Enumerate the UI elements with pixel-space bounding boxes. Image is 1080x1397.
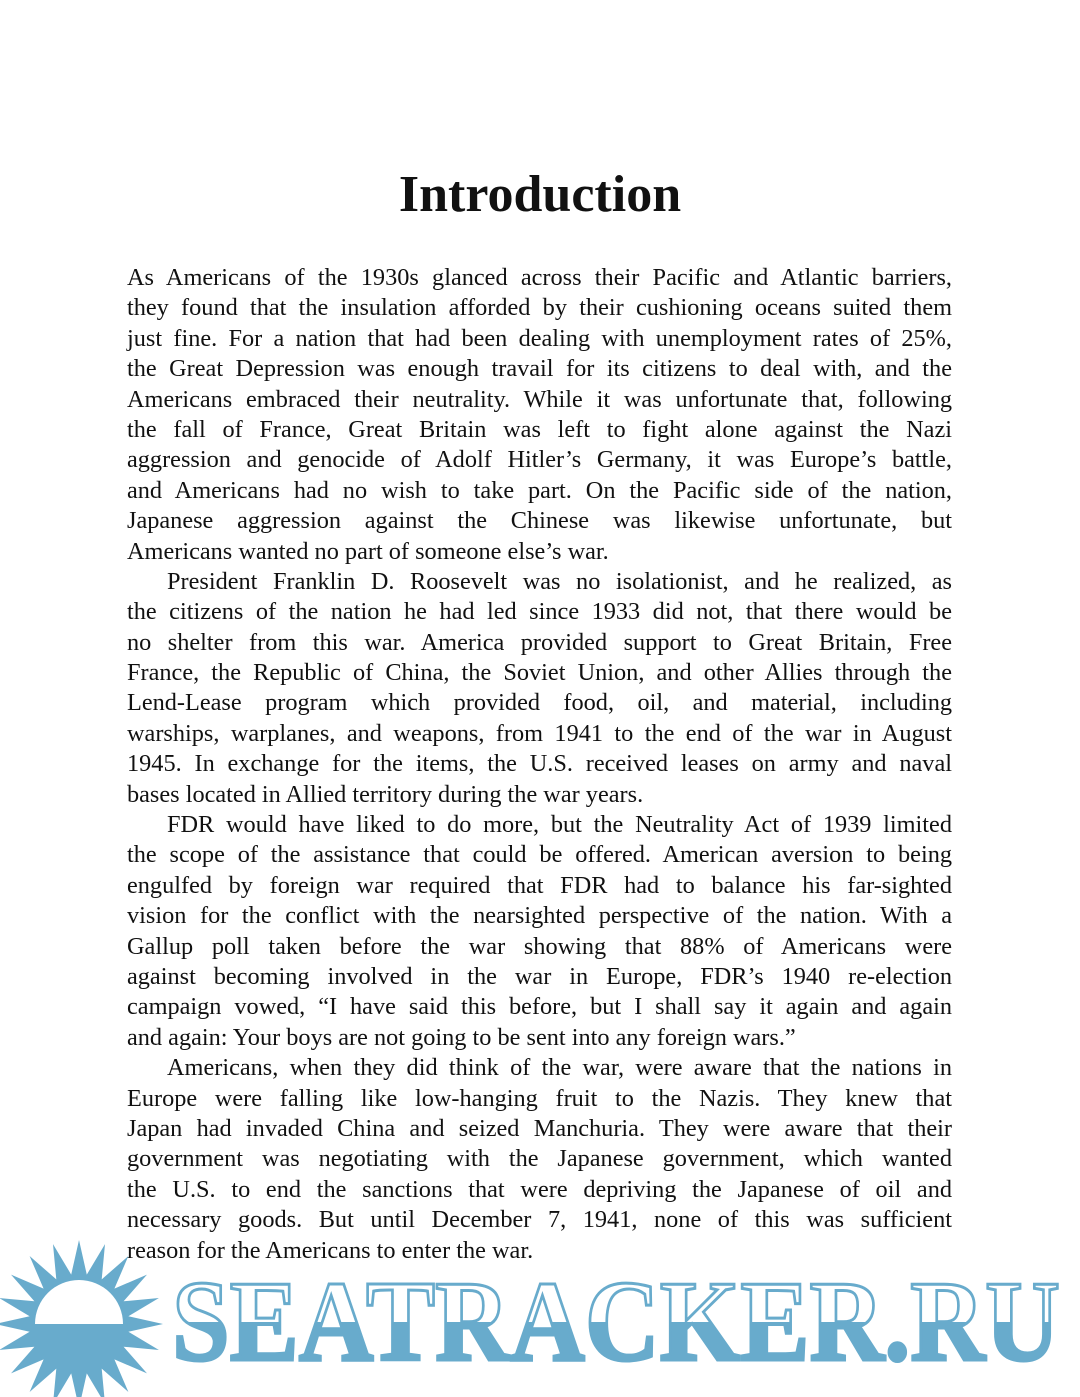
page-title: Introduction — [398, 166, 682, 223]
text-line: 1945. In exchange for the items, the U.S. received leases on army and naval — [127, 750, 952, 778]
text-line: President Franklin D. Roosevelt was no isolationist, and he realized, as — [167, 567, 952, 595]
text-line: FDR would have liked to do more, but the Neutrality Act of 1939 limited — [167, 811, 952, 839]
text-line: warships, warplanes, and weapons, from 1941 to the end of the war in August — [127, 719, 952, 747]
text-line: necessary goods. But until December 7, 1941, none of this was sufficient — [127, 1206, 952, 1234]
text-line: As Americans of the 1930s glanced across their Pacific and Atlantic barriers, — [127, 264, 952, 291]
text-line: Japan had invaded China and seized Manchuria. They were aware that their — [127, 1114, 952, 1142]
text-line: bases located in Allied territory during the war years. — [127, 780, 644, 808]
text-line: against becoming involved in the war in Europe, FDR’s 1940 re-election — [127, 962, 952, 990]
text-line: they found that the insulation afforded by their cushioning oceans suited them — [127, 294, 952, 322]
text-line: reason for the Americans to enter the war. — [127, 1236, 534, 1264]
text-line: government was negotiating with the Japanese government, which wanted — [127, 1145, 952, 1173]
text-line: no shelter from this war. America provided support to Great Britain, Free — [127, 628, 952, 656]
text-line: Americans wanted no part of someone else’s war. — [127, 537, 609, 565]
text-line: and again: Your boys are not going to be sent into any foreign wars.” — [127, 1023, 796, 1051]
watermark-text: SEATRACKER.RU — [172, 1258, 1060, 1386]
text-line: Japanese aggression against the Chinese was likewise unfortunate, but — [127, 507, 952, 535]
body-text — [127, 263, 952, 1266]
text-line: Gallup poll taken before the war showing that 88% of Americans were — [127, 932, 952, 960]
text-line: Lend-Lease program which provided food, oil, and material, including — [127, 689, 952, 717]
text-line: engulfed by foreign war required that FDR had to balance his far-sighted — [127, 871, 952, 899]
text-line: Europe were falling like low-hanging fruit to the Nazis. They knew that — [127, 1084, 952, 1112]
text-line: the fall of France, Great Britain was left to fight alone against the Nazi — [127, 415, 952, 443]
text-line: aggression and genocide of Adolf Hitler’s Germany, it was Europe’s battle, — [127, 446, 952, 474]
text-line: campaign vowed, “I have said this before, but I shall say it again and again — [127, 993, 952, 1021]
watermark-logo — [0, 1236, 1080, 1397]
text-line: Americans embraced their neutrality. While it was unfortunate that, following — [127, 385, 952, 413]
text-line: the scope of the assistance that could be offered. American aversion to being — [127, 841, 952, 869]
text-line: and Americans had no wish to take part. On the Pacific side of the nation, — [127, 476, 952, 504]
text-line: the U.S. to end the sanctions that were depriving the Japanese of oil and — [127, 1175, 952, 1203]
text-line: vision for the conflict with the nearsighted perspective of the nation. With a — [127, 902, 952, 930]
text-line: Americans, when they did think of the war, were aware that the nations in — [167, 1054, 952, 1082]
text-line: the Great Depression was enough travail for its citizens to deal with, and the — [127, 355, 952, 383]
text-line: the citizens of the nation he had led since 1933 did not, that there would be — [127, 598, 952, 626]
text-line: just fine. For a nation that had been dealing with unemployment rates of 25%, — [127, 324, 952, 352]
text-line: France, the Republic of China, the Soviet Union, and other Allies through the — [127, 659, 952, 687]
